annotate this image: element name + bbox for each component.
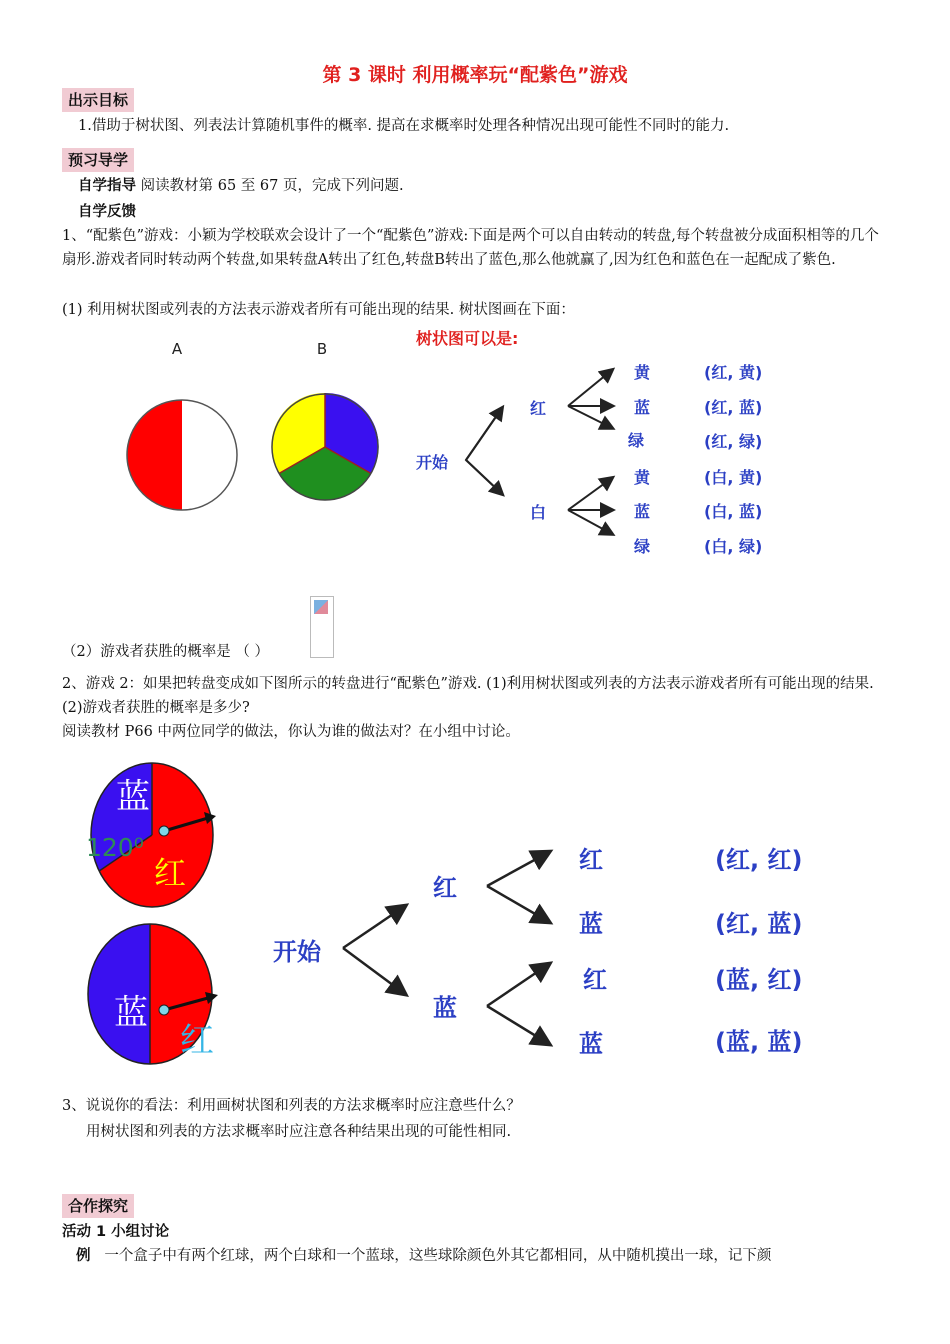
spinner-a-red-sector bbox=[127, 400, 182, 510]
spinner-b-label: B bbox=[316, 340, 328, 358]
broken-image-icon bbox=[314, 600, 328, 614]
tree1-result-6: (白, 绿) bbox=[704, 537, 763, 556]
section-tag-preview: 预习导学 bbox=[62, 148, 134, 172]
spinner-2a-angle: 120⁰ bbox=[86, 833, 144, 862]
section-tag-cooperation: 合作探究 bbox=[62, 1194, 134, 1218]
spinner-2b bbox=[88, 924, 218, 1064]
question-1-text: 1、“配紫色”游戏：小颖为学校联欢会设计了一个“配紫色”游戏:下面是两个可以自由转动的转盘,每个转盘被分成面积相等的几个扇形.游戏者同时转动两个转盘,如果转盘A转出了红色,转盘B转出了蓝色,那么他就赢了,因为红色和蓝色在一起配成了紫色. bbox=[62, 228, 879, 268]
tree2-leaf-3: 红 bbox=[583, 966, 607, 994]
tree2-result-3: (蓝, 红) bbox=[715, 966, 803, 994]
spinner-2a-blue-label: 蓝 bbox=[116, 777, 150, 817]
figure2-tree bbox=[265, 830, 845, 1070]
spinner-a-white-sector bbox=[182, 400, 237, 510]
spinner-2b-blue-label: 蓝 bbox=[114, 993, 148, 1033]
tree2-leaf-4: 蓝 bbox=[579, 1030, 603, 1058]
example-text: 一个盒子中有两个红球，两个白球和一个蓝球，这些球除颜色外其它都相同，从中随机摸出一球，记下颜 bbox=[104, 1248, 772, 1264]
tree2-branch-red: 红 bbox=[433, 874, 457, 902]
question-1-part1: (1) 利用树状图或列表的方法表示游戏者所有可能出现的结果. 树状图画在下面： bbox=[62, 302, 575, 318]
question-3-answer: 用树状图和列表的方法求概率时应注意各种结果出现的可能性相同. bbox=[86, 1124, 512, 1140]
goal-text: 1.借助于树状图、列表法计算随机事件的概率. 提高在求概率时处理各种情况出现可能性不同时的能力. bbox=[78, 118, 730, 134]
tree1-leaf-2: 蓝 bbox=[634, 398, 651, 417]
tree1-result-5: (白, 蓝) bbox=[704, 502, 763, 521]
question-2-read: 阅读教材 P66 中两位同学的做法，你认为谁的做法对？在小组中讨论。 bbox=[62, 724, 520, 740]
question-2-text: 2、游戏 2：如果把转盘变成如下图所示的转盘进行“配紫色”游戏. (1)利用树状图或列表的方法表示游戏者所有可能出现的结果. (2)游戏者获胜的概率是多少? bbox=[62, 676, 874, 716]
tree-caption: 树状图可以是: bbox=[416, 329, 519, 348]
figure2-spinners bbox=[80, 760, 240, 1070]
tree1-start: 开始 bbox=[416, 453, 449, 472]
spinner-2a-red-label: 红 bbox=[154, 854, 187, 892]
spinner-b bbox=[271, 393, 378, 500]
tree1-branch-red: 红 bbox=[530, 399, 547, 418]
tree2-leaf-1: 红 bbox=[579, 846, 603, 874]
spinner-a-label: A bbox=[171, 340, 183, 358]
tree2-branch-blue: 蓝 bbox=[433, 994, 457, 1022]
tree2-result-2: (红, 蓝) bbox=[715, 910, 803, 938]
guide-text: 阅读教材第 65 至 67 页，完成下列问题. bbox=[140, 178, 404, 194]
tree1-result-3: (红, 绿) bbox=[704, 432, 763, 451]
question-1-part2: （2）游戏者获胜的概率是 （ ） bbox=[62, 644, 269, 660]
guide-line bbox=[78, 174, 908, 198]
tree2-result-1: (红, 红) bbox=[715, 846, 803, 874]
tree1-leaf-5: 蓝 bbox=[634, 502, 651, 521]
guide-label: 自学指导 bbox=[78, 178, 136, 194]
question-3-text: 3、说说你的看法：利用画树状图和列表的方法求概率时应注意些什么？ bbox=[62, 1098, 521, 1114]
spinner-a bbox=[127, 400, 237, 510]
activity-title: 活动 1 小组讨论 bbox=[62, 1224, 170, 1240]
figure1-spinners bbox=[110, 330, 400, 570]
tree2-result-4: (蓝, 蓝) bbox=[715, 1028, 803, 1056]
example-label: 例 bbox=[76, 1248, 91, 1264]
tree2-leaf-2: 蓝 bbox=[579, 910, 603, 938]
tree1-result-1: (红, 黄) bbox=[704, 363, 763, 382]
tree1-result-2: (红, 蓝) bbox=[704, 398, 763, 417]
tree2-start: 开始 bbox=[273, 938, 321, 966]
tree1-branch-white: 白 bbox=[530, 503, 547, 522]
tree1-leaf-4: 黄 bbox=[634, 468, 651, 487]
spinner-2a bbox=[86, 763, 216, 907]
figure1-tree bbox=[400, 322, 800, 562]
feedback-label: 自学反馈 bbox=[78, 204, 136, 220]
spinner-2b-red-label: 红 bbox=[180, 1021, 214, 1061]
tree1-result-4: (白, 黄) bbox=[704, 468, 763, 487]
section-tag-goals: 出示目标 bbox=[62, 88, 134, 112]
tree1-leaf-3: 绿 bbox=[628, 431, 645, 450]
tree1-leaf-6: 绿 bbox=[634, 537, 651, 556]
tree1-leaf-1: 黄 bbox=[634, 363, 651, 382]
page-title: 第 3 课时 利用概率玩“配紫色”游戏 bbox=[322, 64, 628, 86]
example-line bbox=[76, 1244, 896, 1268]
